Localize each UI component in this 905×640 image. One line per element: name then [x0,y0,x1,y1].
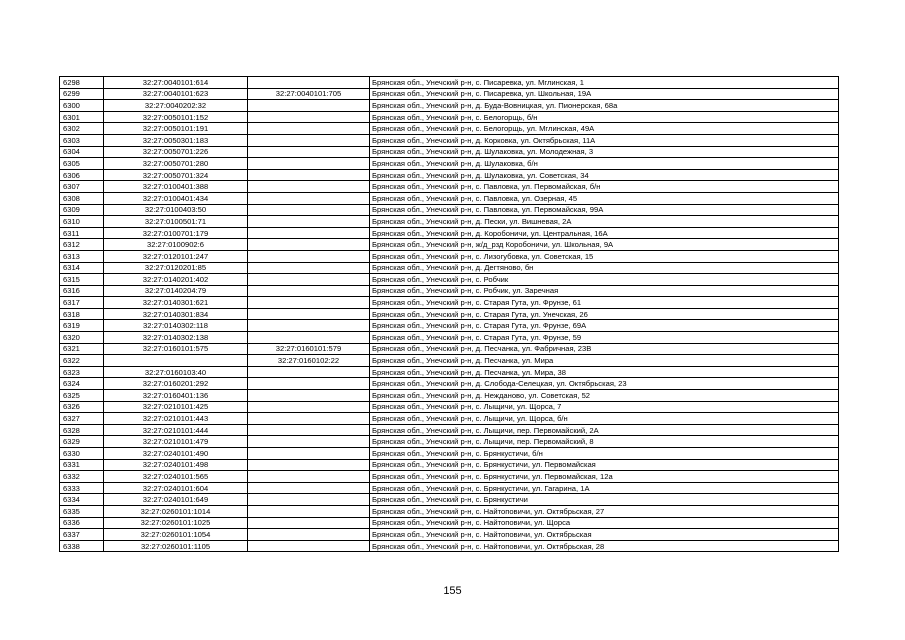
row-number-cell: 6331 [60,459,104,471]
address-cell: Брянская обл., Унечский р-н, д. Буда-Вовницкая, ул. Пионерская, 68а [370,100,839,112]
cadastral-number-cell: 32:27:0100902:6 [104,239,248,251]
row-number-cell: 6302 [60,123,104,135]
cadastral-number-cell: 32:27:0260101:1054 [104,529,248,541]
address-cell: Брянская обл., Унечский р-н, с. Найтоповичи, ул. Октябрьская [370,529,839,541]
address-cell: Брянская обл., Унечский р-н, с. Старая Гута, ул. Фрунзе, 59 [370,332,839,344]
address-cell: Брянская обл., Унечский р-н, с. Писаревка, ул. Школьная, 19А [370,88,839,100]
table-row [60,216,839,228]
related-cadastral-number-cell: 32:27:0160102:22 [248,355,370,367]
cadastral-number-cell: 32:27:0100401:388 [104,181,248,193]
cadastral-number-cell: 32:27:0100401:434 [104,192,248,204]
row-number-cell: 6310 [60,216,104,228]
address-cell: Брянская обл., Унечский р-н, с. Павловка, ул. Первомайская, б/н [370,181,839,193]
cadastral-number-cell: 32:27:0240101:565 [104,471,248,483]
cadastral-number-cell: 32:27:0210101:444 [104,424,248,436]
address-cell: Брянская обл., Унечский р-н, с. Робчик, ул. Заречная [370,285,839,297]
cadastral-number-cell: 32:27:0140204:79 [104,285,248,297]
cadastral-number-cell: 32:27:0260101:1025 [104,517,248,529]
row-number-cell: 6328 [60,424,104,436]
address-cell: Брянская обл., Унечский р-н, с. Брянкустичи, ул. Первомайская, 12а [370,471,839,483]
table-row [60,482,839,494]
address-cell: Брянская обл., Унечский р-н, д. Слобода-Селецкая, ул. Октябрьская, 23 [370,378,839,390]
cadastral-number-cell: 32:27:0210101:425 [104,401,248,413]
table-row [60,204,839,216]
related-cadastral-number-cell [248,332,370,344]
related-cadastral-number-cell [248,123,370,135]
address-cell: Брянская обл., Унечский р-н, с. Павловка, ул. Первомайская, 99А [370,204,839,216]
cadastral-number-cell: 32:27:0240101:490 [104,448,248,460]
table-row [60,297,839,309]
related-cadastral-number-cell: 32:27:0040101:705 [248,88,370,100]
related-cadastral-number-cell [248,401,370,413]
address-cell: Брянская обл., Унечский р-н, с. Лизогубовка, ул. Советская, 15 [370,250,839,262]
address-cell: Брянская обл., Унечский р-н, с. Старая Гута, ул. Фрунзе, 61 [370,297,839,309]
cadastral-number-cell: 32:27:0160201:292 [104,378,248,390]
related-cadastral-number-cell [248,529,370,541]
row-number-cell: 6306 [60,169,104,181]
related-cadastral-number-cell [248,274,370,286]
address-cell: Брянская обл., Унечский р-н, с. Старая Гута, ул. Фрунзе, 69А [370,320,839,332]
cadastral-number-cell: 32:27:0120201:85 [104,262,248,274]
cadastral-number-cell: 32:27:0140302:138 [104,332,248,344]
table-row [60,505,839,517]
row-number-cell: 6304 [60,146,104,158]
cadastral-number-cell: 32:27:0240101:498 [104,459,248,471]
row-number-cell: 6301 [60,111,104,123]
row-number-cell: 6323 [60,366,104,378]
table-row [60,134,839,146]
cadastral-number-cell: 32:27:0210101:443 [104,413,248,425]
related-cadastral-number-cell [248,390,370,402]
cadastral-number-cell: 32:27:0100403:50 [104,204,248,216]
address-cell: Брянская обл., Унечский р-н, с. Брянкустичи, ул. Первомайская [370,459,839,471]
related-cadastral-number-cell [248,505,370,517]
row-number-cell: 6330 [60,448,104,460]
row-number-cell: 6314 [60,262,104,274]
page-number: 155 [443,585,462,597]
cadastral-number-cell: 32:27:0160103:40 [104,366,248,378]
address-cell: Брянская обл., Унечский р-н, с. Брянкустичи, ул. Гагарина, 1А [370,482,839,494]
related-cadastral-number-cell [248,77,370,89]
related-cadastral-number-cell [248,285,370,297]
row-number-cell: 6318 [60,308,104,320]
row-number-cell: 6325 [60,390,104,402]
row-number-cell: 6315 [60,274,104,286]
related-cadastral-number-cell [248,181,370,193]
row-number-cell: 6337 [60,529,104,541]
related-cadastral-number-cell [248,366,370,378]
table-row [60,158,839,170]
table-row [60,274,839,286]
row-number-cell: 6334 [60,494,104,506]
cadastral-number-cell: 32:27:0050101:191 [104,123,248,135]
table-body [60,77,839,552]
cadastral-number-cell: 32:27:0050701:324 [104,169,248,181]
related-cadastral-number-cell [248,297,370,309]
address-cell: Брянская обл., Унечский р-н, с. Брянкустичи, б/н [370,448,839,460]
related-cadastral-number-cell [248,517,370,529]
table-row [60,436,839,448]
address-cell: Брянская обл., Унечский р-н, с. Робчик [370,274,839,286]
address-cell: Брянская обл., Унечский р-н, с. Лыщичи, пер. Первомайский, 8 [370,436,839,448]
table-row [60,111,839,123]
row-number-cell: 6309 [60,204,104,216]
address-cell: Брянская обл., Унечский р-н, с. Писаревка, ул. Мглинская, 1 [370,77,839,89]
address-cell: Брянская обл., Унечский р-н, с. Белогорщь, б/н [370,111,839,123]
related-cadastral-number-cell [248,250,370,262]
table-row [60,262,839,274]
table-row [60,494,839,506]
row-number-cell: 6313 [60,250,104,262]
related-cadastral-number-cell: 32:27:0160101:579 [248,343,370,355]
address-cell: Брянская обл., Унечский р-н, с. Найтоповичи, ул. Октябрьская, 28 [370,540,839,552]
cadastral-number-cell: 32:27:0160401:136 [104,390,248,402]
table-row [60,123,839,135]
cadastral-number-cell: 32:27:0050701:280 [104,158,248,170]
table-row [60,77,839,89]
cadastral-number-cell: 32:27:0100501:71 [104,216,248,228]
related-cadastral-number-cell [248,436,370,448]
related-cadastral-number-cell [248,413,370,425]
row-number-cell: 6298 [60,77,104,89]
address-cell: Брянская обл., Унечский р-н, с. Брянкустичи [370,494,839,506]
table-row [60,146,839,158]
address-cell: Брянская обл., Унечский р-н, с. Павловка, ул. Озерная, 45 [370,192,839,204]
cadastral-number-cell [104,355,248,367]
address-cell: Брянская обл., Унечский р-н, ж/д_рзд Коробоничи, ул. Школьная, 9А [370,239,839,251]
related-cadastral-number-cell [248,204,370,216]
table-row [60,366,839,378]
table-row [60,239,839,251]
related-cadastral-number-cell [248,146,370,158]
address-cell: Брянская обл., Унечский р-н, д. Коробоничи, ул. Центральная, 16А [370,227,839,239]
related-cadastral-number-cell [248,308,370,320]
table-row [60,355,839,367]
address-cell: Брянская обл., Унечский р-н, д. Песчанка, ул. Мира [370,355,839,367]
table-row [60,308,839,320]
table-row [60,448,839,460]
related-cadastral-number-cell [248,216,370,228]
related-cadastral-number-cell [248,482,370,494]
table-row [60,471,839,483]
related-cadastral-number-cell [248,424,370,436]
row-number-cell: 6327 [60,413,104,425]
row-number-cell: 6326 [60,401,104,413]
table-row [60,192,839,204]
related-cadastral-number-cell [248,448,370,460]
address-cell: Брянская обл., Унечский р-н, с. Белогорщь, ул. Мглинская, 49А [370,123,839,135]
cadastral-number-cell: 32:27:0050301:183 [104,134,248,146]
address-cell: Брянская обл., Унечский р-н, с. Найтоповичи, ул. Щорса [370,517,839,529]
cadastral-number-cell: 32:27:0140201:402 [104,274,248,286]
cadastral-number-cell: 32:27:0160101:575 [104,343,248,355]
row-number-cell: 6308 [60,192,104,204]
row-number-cell: 6332 [60,471,104,483]
address-cell: Брянская обл., Унечский р-н, д. Нежданово, ул. Советская, 52 [370,390,839,402]
table-row [60,459,839,471]
address-cell: Брянская обл., Унечский р-н, с. Лыщичи, ул. Щорса, 7 [370,401,839,413]
table-row [60,100,839,112]
cadastral-number-cell: 32:27:0140302:118 [104,320,248,332]
table-row [60,88,839,100]
row-number-cell: 6312 [60,239,104,251]
address-cell: Брянская обл., Унечский р-н, д. Шулаковка, ул. Молодежная, 3 [370,146,839,158]
address-cell: Брянская обл., Унечский р-н, с. Лыщичи, ул. Щорса, б/н [370,413,839,425]
row-number-cell: 6321 [60,343,104,355]
table-row [60,227,839,239]
cadastral-number-cell: 32:27:0240101:604 [104,482,248,494]
row-number-cell: 6305 [60,158,104,170]
row-number-cell: 6317 [60,297,104,309]
address-cell: Брянская обл., Унечский р-н, д. Пески, ул. Вишневая, 2А [370,216,839,228]
table-row [60,424,839,436]
related-cadastral-number-cell [248,378,370,390]
table-row [60,390,839,402]
address-cell: Брянская обл., Унечский р-н, д. Шулаковка, ул. Советская, 34 [370,169,839,181]
cadastral-number-cell: 32:27:0050701:226 [104,146,248,158]
related-cadastral-number-cell [248,111,370,123]
related-cadastral-number-cell [248,169,370,181]
address-cell: Брянская обл., Унечский р-н, с. Старая Гута, ул. Унечская, 26 [370,308,839,320]
related-cadastral-number-cell [248,100,370,112]
cadastral-number-cell: 32:27:0040202:32 [104,100,248,112]
row-number-cell: 6324 [60,378,104,390]
address-cell: Брянская обл., Унечский р-н, д. Песчанка, ул. Фабричная, 23В [370,343,839,355]
cadastral-number-cell: 32:27:0100701:179 [104,227,248,239]
row-number-cell: 6307 [60,181,104,193]
row-number-cell: 6329 [60,436,104,448]
row-number-cell: 6338 [60,540,104,552]
row-number-cell: 6299 [60,88,104,100]
cadastral-number-cell: 32:27:0260101:1105 [104,540,248,552]
row-number-cell: 6322 [60,355,104,367]
table-row [60,285,839,297]
address-cell: Брянская обл., Унечский р-н, д. Песчанка, ул. Мира, 38 [370,366,839,378]
row-number-cell: 6300 [60,100,104,112]
table-row [60,413,839,425]
related-cadastral-number-cell [248,227,370,239]
row-number-cell: 6316 [60,285,104,297]
table-row [60,181,839,193]
related-cadastral-number-cell [248,494,370,506]
row-number-cell: 6320 [60,332,104,344]
table-row [60,343,839,355]
cadastral-number-cell: 32:27:0210101:479 [104,436,248,448]
cadastral-number-cell: 32:27:0240101:649 [104,494,248,506]
address-cell: Брянская обл., Унечский р-н, д. Корковка, ул. Октябрьская, 11А [370,134,839,146]
address-cell: Брянская обл., Унечский р-н, с. Лыщичи, пер. Первомайский, 2А [370,424,839,436]
related-cadastral-number-cell [248,262,370,274]
address-cell: Брянская обл., Унечский р-н, д. Дегтяново, бн [370,262,839,274]
row-number-cell: 6311 [60,227,104,239]
related-cadastral-number-cell [248,320,370,332]
table-row [60,540,839,552]
related-cadastral-number-cell [248,134,370,146]
table-row [60,517,839,529]
table-row [60,529,839,541]
row-number-cell: 6303 [60,134,104,146]
cadastral-number-cell: 32:27:0140301:621 [104,297,248,309]
cadastral-number-cell: 32:27:0040101:614 [104,77,248,89]
related-cadastral-number-cell [248,471,370,483]
cadastral-number-cell: 32:27:0040101:623 [104,88,248,100]
table-row [60,320,839,332]
table-row [60,250,839,262]
row-number-cell: 6336 [60,517,104,529]
row-number-cell: 6333 [60,482,104,494]
related-cadastral-number-cell [248,192,370,204]
related-cadastral-number-cell [248,459,370,471]
row-number-cell: 6319 [60,320,104,332]
table-row [60,378,839,390]
cadastral-number-cell: 32:27:0140301:834 [104,308,248,320]
cadastral-number-cell: 32:27:0120101:247 [104,250,248,262]
row-number-cell: 6335 [60,505,104,517]
related-cadastral-number-cell [248,239,370,251]
table-row [60,169,839,181]
related-cadastral-number-cell [248,158,370,170]
cadastral-number-cell: 32:27:0260101:1014 [104,505,248,517]
table-row [60,332,839,344]
address-cell: Брянская обл., Унечский р-н, с. Найтоповичи, ул. Октябрьская, 27 [370,505,839,517]
land-plots-table [59,76,839,552]
related-cadastral-number-cell [248,540,370,552]
address-cell: Брянская обл., Унечский р-н, д. Шулаковка, б/н [370,158,839,170]
table-row [60,401,839,413]
cadastral-number-cell: 32:27:0050101:152 [104,111,248,123]
